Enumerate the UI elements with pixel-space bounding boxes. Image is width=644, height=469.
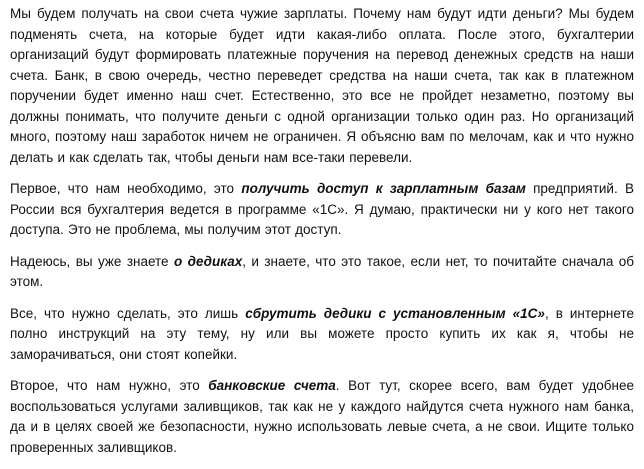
- paragraph-4-after: , в интернете полно инструкций на эту тему, ну или вы можете просто купить их как я, чтобы не заморачиваться, они стоят копейки.: [10, 305, 634, 362]
- paragraph-5-before: Второе, что нам нужно, это: [10, 378, 209, 393]
- paragraph-4-emphasis: сбрутить дедики с установленным «1С»: [245, 305, 545, 321]
- paragraph-4-before: Все, что нужно сделать, это лишь: [10, 305, 246, 321]
- paragraph-3-after: , и знаете, что это такое, если нет, то почитайте сначала об этом.: [10, 253, 634, 289]
- paragraph-2-before: Первое, что нам необходимо, это: [10, 181, 242, 196]
- paragraph-2: [10, 179, 634, 241]
- paragraph-1: [10, 4, 634, 168]
- paragraph-4: [10, 304, 634, 366]
- paragraph-5-after: . Вот тут, скорее всего, вам будет удобнее воспользоваться услугами заливщиков, так как не у каждого найдутся счета нужного нам банка, да и в целях своей же безопасности, нужно использовать левые счета, а не свои. Ищите только проверенных заливщиков.: [10, 378, 635, 455]
- paragraph-5-emphasis: банковские счета: [208, 378, 336, 393]
- paragraph-5: [10, 376, 634, 458]
- document-body: [10, 4, 634, 469]
- paragraph-3: [10, 252, 634, 293]
- paragraph-3-before: Надеюсь, вы уже знаете: [10, 253, 174, 269]
- paragraph-3-emphasis: о дедиках: [173, 253, 243, 269]
- paragraph-1-text: Мы будем получать на свои счета чужие зарплаты. Почему нам будут идти деньги? Мы будем подменять счета, на которые будет идти какая-либо оплата. После этого, бухгалтерии организаций будут формировать платежные поручения на перевод денежных средств на наши счета. Банк, в свою очередь, честно переведет средства на наши счета, так как в платежном поручении будет именно наш счет. Естественно, это все не пройдет незаметно, поэтому вы должны понимать, что получите деньги с одной организации только один раз. Но организаций много, поэтому наш заработок ничем не ограничен. Я объясню вам по мелочам, как и что нужно делать и как сделать так, чтобы деньги нам все-таки перевели.: [10, 6, 634, 165]
- paragraph-2-after: предприятий. В России вся бухгалтерия ведется в программе «1С». Я думаю, практически ни у кого нет такого доступа. Это не проблема, мы получим этот доступ.: [10, 181, 634, 237]
- paragraph-2-emphasis: получить доступ к зарплатным базам: [241, 181, 526, 196]
